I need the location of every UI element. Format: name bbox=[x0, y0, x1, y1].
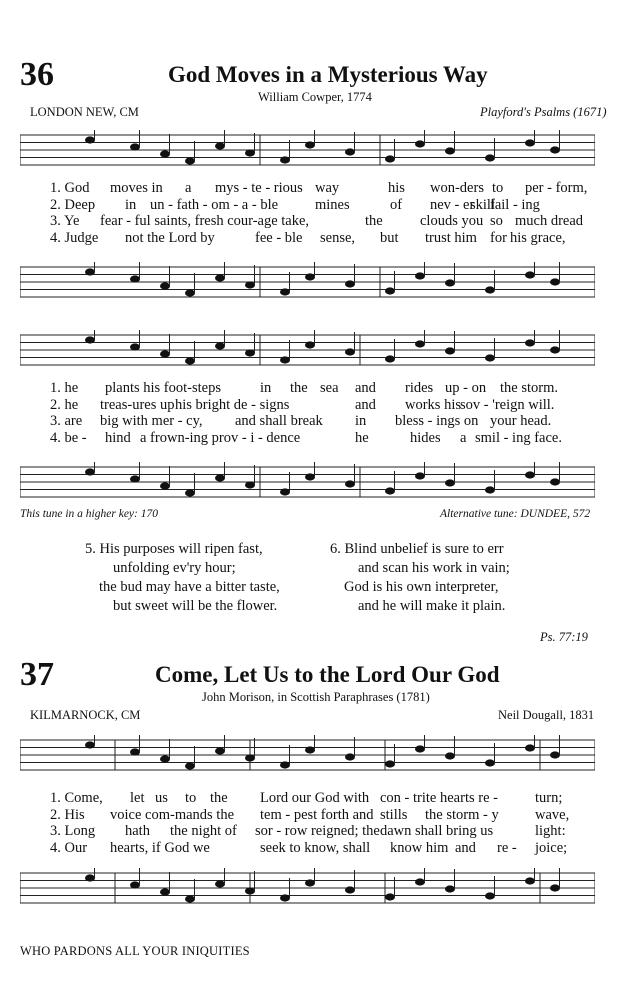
notehead bbox=[245, 349, 255, 356]
hymn-36-tune: LONDON NEW, CM bbox=[30, 105, 139, 119]
lyric-syllable: fee - ble bbox=[255, 229, 303, 246]
lyric-syllable: much dread bbox=[515, 213, 584, 229]
notehead bbox=[485, 154, 495, 161]
notehead bbox=[305, 473, 315, 480]
notehead bbox=[130, 881, 140, 888]
notehead bbox=[305, 879, 315, 886]
lyric-syllable: and bbox=[355, 380, 376, 396]
notehead bbox=[185, 289, 195, 296]
lyric-syllable: moves in bbox=[110, 180, 163, 196]
scripture-reference: Ps. 77:19 bbox=[540, 630, 588, 644]
hymn-37-title: Come, Let Us to the Lord Our God bbox=[155, 662, 500, 687]
notehead bbox=[445, 347, 455, 354]
lyric-syllable: joice; bbox=[535, 839, 568, 856]
lyric-syllable: the storm - y bbox=[425, 806, 499, 823]
lyric-syllable: the bbox=[210, 790, 228, 806]
notehead bbox=[415, 878, 425, 885]
notehead bbox=[280, 761, 290, 768]
lyric-syllable: sense, bbox=[320, 229, 356, 246]
lyric-syllable: to bbox=[492, 180, 504, 196]
lyric-syllable: mys - te - rious bbox=[215, 180, 303, 196]
lyric-syllable: stills bbox=[380, 806, 408, 823]
notehead bbox=[215, 747, 225, 754]
lyric-syllable: 4. Our bbox=[50, 839, 88, 856]
notehead bbox=[345, 348, 355, 355]
lyric-syllable: he bbox=[355, 429, 369, 446]
notehead bbox=[215, 880, 225, 887]
verse-line: the bud may have a bitter taste, bbox=[99, 579, 280, 595]
notehead bbox=[385, 760, 395, 767]
lyric-syllable: 1. God bbox=[50, 180, 90, 196]
notehead bbox=[550, 346, 560, 353]
lyric-syllable: trust him bbox=[425, 229, 477, 246]
notehead bbox=[385, 155, 395, 162]
notehead bbox=[345, 753, 355, 760]
notehead bbox=[215, 274, 225, 281]
verse-line: but sweet will be the flower. bbox=[113, 598, 278, 614]
lyric-syllable: dawn shall bring us bbox=[380, 823, 494, 839]
notehead bbox=[160, 888, 170, 895]
lyric-syllable: 2. he bbox=[50, 396, 79, 413]
notehead bbox=[245, 887, 255, 894]
lyric-syllable: sea bbox=[320, 380, 339, 396]
notehead bbox=[130, 475, 140, 482]
notehead bbox=[445, 147, 455, 154]
lyric-syllable: to bbox=[185, 790, 197, 806]
notehead bbox=[280, 488, 290, 495]
notehead bbox=[85, 268, 95, 275]
alternative-tune-note: Alternative tune: DUNDEE, 572 bbox=[440, 508, 591, 520]
notehead bbox=[160, 282, 170, 289]
lyric-syllable: hides bbox=[410, 429, 441, 446]
lyric-syllable: the night of bbox=[170, 823, 237, 839]
notehead bbox=[345, 886, 355, 893]
notehead bbox=[385, 487, 395, 494]
notehead bbox=[85, 741, 95, 748]
notehead bbox=[525, 471, 535, 478]
notehead bbox=[185, 489, 195, 496]
notehead bbox=[485, 286, 495, 293]
lyric-syllable: up - on bbox=[445, 380, 487, 396]
lyric-syllable: 3. are bbox=[50, 413, 83, 429]
lyric-syllable: of bbox=[390, 196, 403, 213]
lyric-syllable: 2. Deep bbox=[50, 196, 96, 213]
notehead bbox=[85, 874, 95, 881]
notehead bbox=[245, 481, 255, 488]
lyric-syllable: hind bbox=[105, 429, 131, 446]
verse-line: God is his own interpreter, bbox=[344, 579, 499, 595]
lyric-syllable: rides bbox=[405, 380, 434, 396]
lyric-syllable: and bbox=[455, 839, 476, 856]
page-footer: WHO PARDONS ALL YOUR INIQUITIES bbox=[20, 944, 250, 958]
lyric-syllable: his bbox=[388, 180, 405, 196]
hymn-36-number: 36 bbox=[20, 56, 54, 93]
notehead bbox=[525, 744, 535, 751]
treble-staff bbox=[20, 735, 595, 775]
notehead bbox=[245, 754, 255, 761]
notehead bbox=[415, 272, 425, 279]
lyric-syllable: a frown-ing prov - i - dence bbox=[140, 429, 301, 446]
notehead bbox=[185, 762, 195, 769]
notehead bbox=[485, 759, 495, 766]
lyric-syllable: the bbox=[365, 213, 383, 229]
lyric-syllable: his grace, bbox=[510, 229, 566, 246]
verse-line: 6. Blind unbelief is sure to err bbox=[330, 541, 504, 557]
notehead bbox=[130, 143, 140, 150]
notehead bbox=[445, 752, 455, 759]
hymn-36-title: God Moves in a Mysterious Way bbox=[168, 62, 488, 87]
lyric-syllable: light: bbox=[535, 823, 566, 839]
hymn-36-lyrics-system-2 bbox=[0, 380, 640, 450]
hymn-37-composer: Neil Dougall, 1831 bbox=[498, 708, 595, 722]
lyric-syllable: 3. Long bbox=[50, 823, 96, 839]
lyric-syllable: a bbox=[185, 180, 192, 196]
bass-staff bbox=[20, 868, 595, 908]
notehead bbox=[550, 884, 560, 891]
notehead bbox=[445, 479, 455, 486]
notehead bbox=[385, 287, 395, 294]
lyric-syllable: smil - ing face. bbox=[475, 429, 562, 446]
notehead bbox=[185, 357, 195, 364]
notehead bbox=[415, 745, 425, 752]
lyric-syllable: way bbox=[315, 180, 340, 196]
lyric-syllable: 4. be - bbox=[50, 429, 87, 446]
lyric-syllable: voice com-mands the bbox=[110, 806, 235, 823]
treble-staff bbox=[20, 330, 595, 370]
notehead bbox=[525, 877, 535, 884]
lyric-syllable: in bbox=[125, 196, 137, 213]
hymn-37-number: 37 bbox=[20, 656, 54, 693]
notehead bbox=[305, 273, 315, 280]
lyric-syllable: so bbox=[490, 213, 503, 229]
notehead bbox=[280, 356, 290, 363]
verse-line: and he will make it plain. bbox=[358, 598, 506, 614]
hymn-36-lyrics-system-1 bbox=[0, 180, 640, 250]
lyric-syllable: the storm. bbox=[500, 380, 558, 396]
notehead bbox=[485, 486, 495, 493]
notehead bbox=[415, 340, 425, 347]
notehead bbox=[305, 141, 315, 148]
notehead bbox=[280, 894, 290, 901]
verse-line: and scan his work in vain; bbox=[358, 560, 510, 576]
notehead bbox=[130, 343, 140, 350]
lyric-syllable: and bbox=[355, 396, 376, 413]
lyric-syllable: hearts, if God we bbox=[110, 839, 210, 856]
notehead bbox=[525, 339, 535, 346]
notehead bbox=[550, 278, 560, 285]
notehead bbox=[345, 480, 355, 487]
hymn-37-lyrics-system-1 bbox=[0, 790, 640, 860]
lyric-syllable: wave, bbox=[535, 806, 570, 823]
hymn-36-source: Playford's Psalms (1671) bbox=[480, 105, 607, 119]
notehead bbox=[550, 478, 560, 485]
lyric-syllable: let bbox=[130, 790, 145, 806]
notehead bbox=[130, 748, 140, 755]
lyric-syllable: 1. Come, bbox=[50, 790, 103, 806]
notehead bbox=[415, 140, 425, 147]
notehead bbox=[215, 342, 225, 349]
lyric-syllable: con - trite hearts re - bbox=[380, 790, 498, 806]
lyric-syllable: plants his foot-steps bbox=[105, 380, 221, 396]
notehead bbox=[160, 350, 170, 357]
lyric-syllable: the bbox=[290, 380, 308, 396]
verse-6 bbox=[330, 540, 510, 616]
lyric-syllable: in bbox=[260, 380, 272, 396]
lyric-syllable: 2. His bbox=[50, 806, 85, 823]
lyric-syllable: his bright de - signs bbox=[175, 396, 290, 413]
notehead bbox=[345, 148, 355, 155]
notehead bbox=[445, 279, 455, 286]
notehead bbox=[280, 288, 290, 295]
lyric-syllable: your head. bbox=[490, 413, 552, 429]
lyric-syllable: and shall break bbox=[235, 413, 323, 429]
notehead bbox=[85, 468, 95, 475]
notehead bbox=[345, 280, 355, 287]
notehead bbox=[185, 895, 195, 902]
lyric-syllable: fear - ful saints, fresh cour-age take, bbox=[100, 213, 310, 229]
notehead bbox=[160, 150, 170, 157]
lyric-syllable: tem - pest forth and bbox=[260, 806, 374, 823]
lyric-syllable: big with mer - cy, bbox=[100, 413, 203, 429]
lyric-syllable: fail - ing bbox=[490, 196, 540, 213]
treble-staff bbox=[20, 130, 595, 170]
notehead bbox=[245, 149, 255, 156]
notehead bbox=[85, 336, 95, 343]
lyric-syllable: mines bbox=[315, 196, 350, 213]
notehead bbox=[385, 893, 395, 900]
notehead bbox=[215, 142, 225, 149]
verse-5 bbox=[85, 540, 280, 616]
lyric-syllable: won-ders bbox=[430, 180, 484, 196]
lyric-syllable: sor - row reigned; the bbox=[255, 823, 380, 839]
notehead bbox=[385, 355, 395, 362]
verse-line: unfolding ev'ry hour; bbox=[113, 560, 236, 576]
lyric-syllable: know him bbox=[390, 839, 449, 856]
notehead bbox=[85, 136, 95, 143]
notehead bbox=[525, 139, 535, 146]
lyric-syllable: un - fath - om - a - ble bbox=[150, 196, 279, 213]
lyric-syllable: treas-ures up bbox=[100, 396, 175, 413]
notehead bbox=[550, 146, 560, 153]
lyric-syllable: in bbox=[355, 413, 367, 429]
notehead bbox=[445, 885, 455, 892]
lyric-syllable: seek to know, shall bbox=[260, 839, 371, 856]
lyric-syllable: re - bbox=[497, 839, 517, 856]
lyric-syllable: turn; bbox=[535, 790, 563, 806]
lyric-syllable: hath bbox=[125, 823, 150, 839]
hymn-36-author: William Cowper, 1774 bbox=[258, 90, 372, 104]
lyric-syllable: works his bbox=[405, 396, 461, 413]
lyric-syllable: for bbox=[490, 229, 507, 246]
notehead bbox=[485, 354, 495, 361]
bass-staff bbox=[20, 262, 595, 302]
notehead bbox=[485, 892, 495, 899]
notehead bbox=[130, 275, 140, 282]
hymn-37-tune: KILMARNOCK, CM bbox=[30, 708, 141, 722]
hymn-37-author: John Morison, in Scottish Paraphrases (1781) bbox=[202, 690, 430, 704]
lyric-syllable: nev - er bbox=[430, 196, 475, 213]
lyric-syllable: skill bbox=[470, 196, 495, 213]
notehead bbox=[215, 474, 225, 481]
lyric-syllable: not the Lord by bbox=[125, 229, 215, 246]
lyric-syllable: bless - ings on bbox=[395, 413, 479, 429]
notehead bbox=[550, 751, 560, 758]
lyric-syllable: 4. Judge bbox=[50, 229, 99, 246]
notehead bbox=[185, 157, 195, 164]
bass-staff bbox=[20, 462, 595, 502]
lyric-syllable: 3. Ye bbox=[50, 213, 80, 229]
lyric-syllable: but bbox=[380, 229, 399, 246]
notehead bbox=[245, 281, 255, 288]
lyric-syllable: clouds you bbox=[420, 213, 484, 229]
notehead bbox=[160, 482, 170, 489]
lyric-syllable: sov - 'reign will. bbox=[460, 396, 555, 413]
lyric-syllable: a bbox=[460, 429, 467, 446]
notehead bbox=[305, 746, 315, 753]
verse-line: 5. His purposes will ripen fast, bbox=[85, 541, 263, 557]
lyric-syllable: 1. he bbox=[50, 380, 79, 396]
notehead bbox=[525, 271, 535, 278]
notehead bbox=[305, 341, 315, 348]
notehead bbox=[160, 755, 170, 762]
higher-key-note: This tune in a higher key: 170 bbox=[20, 508, 158, 520]
lyric-syllable: per - form, bbox=[525, 180, 588, 196]
notehead bbox=[415, 472, 425, 479]
lyric-syllable: us bbox=[155, 790, 168, 806]
lyric-syllable: Lord our God with bbox=[260, 790, 370, 806]
notehead bbox=[280, 156, 290, 163]
